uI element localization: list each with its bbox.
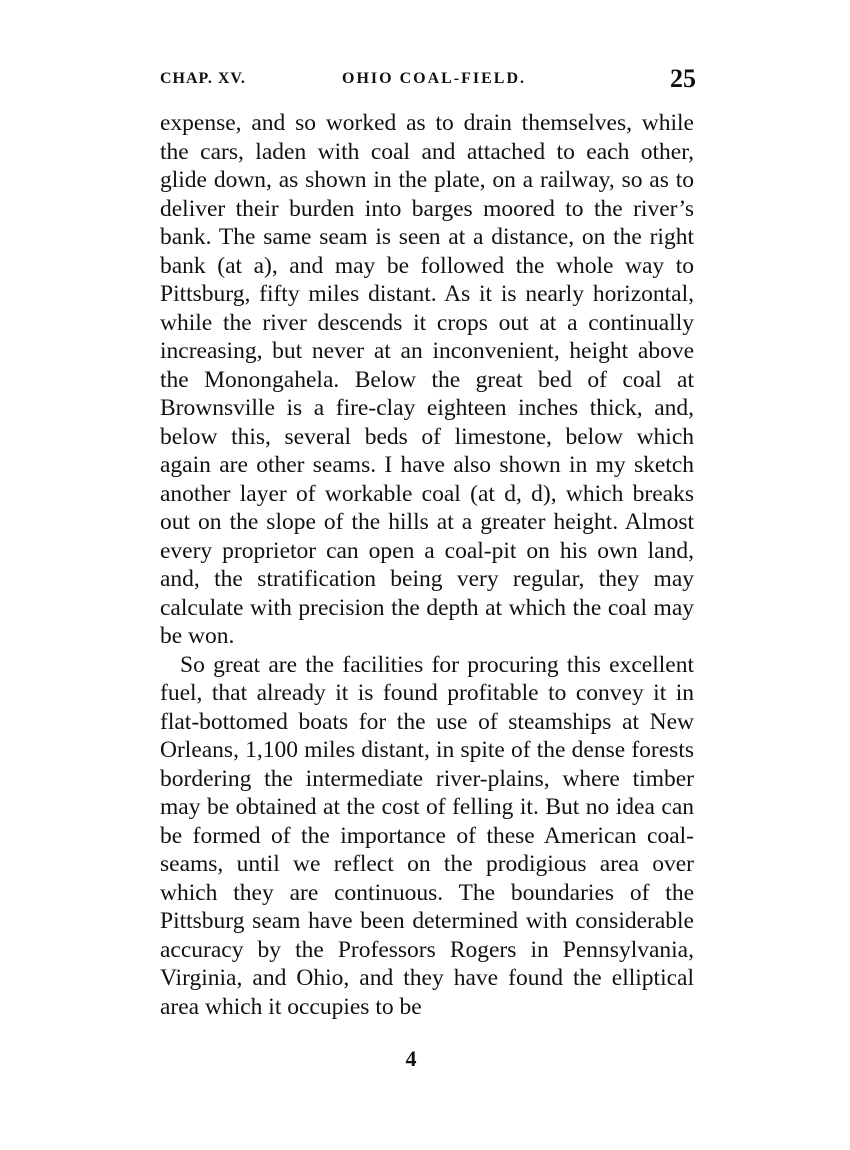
- paragraph: expense, and so worked as to drain themselves, while the cars, laden with coal and attached to each other, glide down, as shown in the plate, on a railway, so as to deliver their burden into barges moored to the river’s bank. The same seam is seen at a distance, on the right bank (at a), and may be followed the whole way to Pittsburg, fifty miles distant. As it is nearly horizontal, while the river descends it crops out at a continually increasing, but never at an inconvenient, height above the Monongahela. Below the great bed of coal at Brownsville is a fire-clay eighteen inches thick, and, below this, several beds of limestone, below which again are other seams. I have also shown in my sketch another layer of workable coal (at d, d), which breaks out on the slope of the hills at a greater height. Almost every proprietor can open a coal-pit on his own land, and, the stratification being very regular, they may calculate with precision the depth at which the coal may be won.: [160, 110, 694, 649]
- signature-mark: 4: [405, 1046, 417, 1071]
- body-text: [160, 109, 694, 1021]
- page-number: 25: [670, 64, 696, 93]
- chapter-label: CHAP. XV.: [160, 70, 246, 87]
- running-title: OHIO COAL-FIELD.: [342, 70, 527, 87]
- running-head: [160, 64, 700, 96]
- paragraph: So great are the facilities for procuring this excellent fuel, that already it is found profitable to convey it in flat-bottomed boats for the use of steamships at New Orleans, 1,100 miles distant, in spite of the dense forests bordering the intermediate river-plains, where timber may be obtained at the cost of felling it. But no idea can be formed of the importance of these American coal-seams, until we reflect on the prodigious area over which they are continuous. The boundaries of the Pittsburg seam have been determined with considerable accuracy by the Professors Rogers in Pennsylvania, Virginia, and Ohio, and they have found the elliptical area which it occupies to be: [160, 651, 694, 1020]
